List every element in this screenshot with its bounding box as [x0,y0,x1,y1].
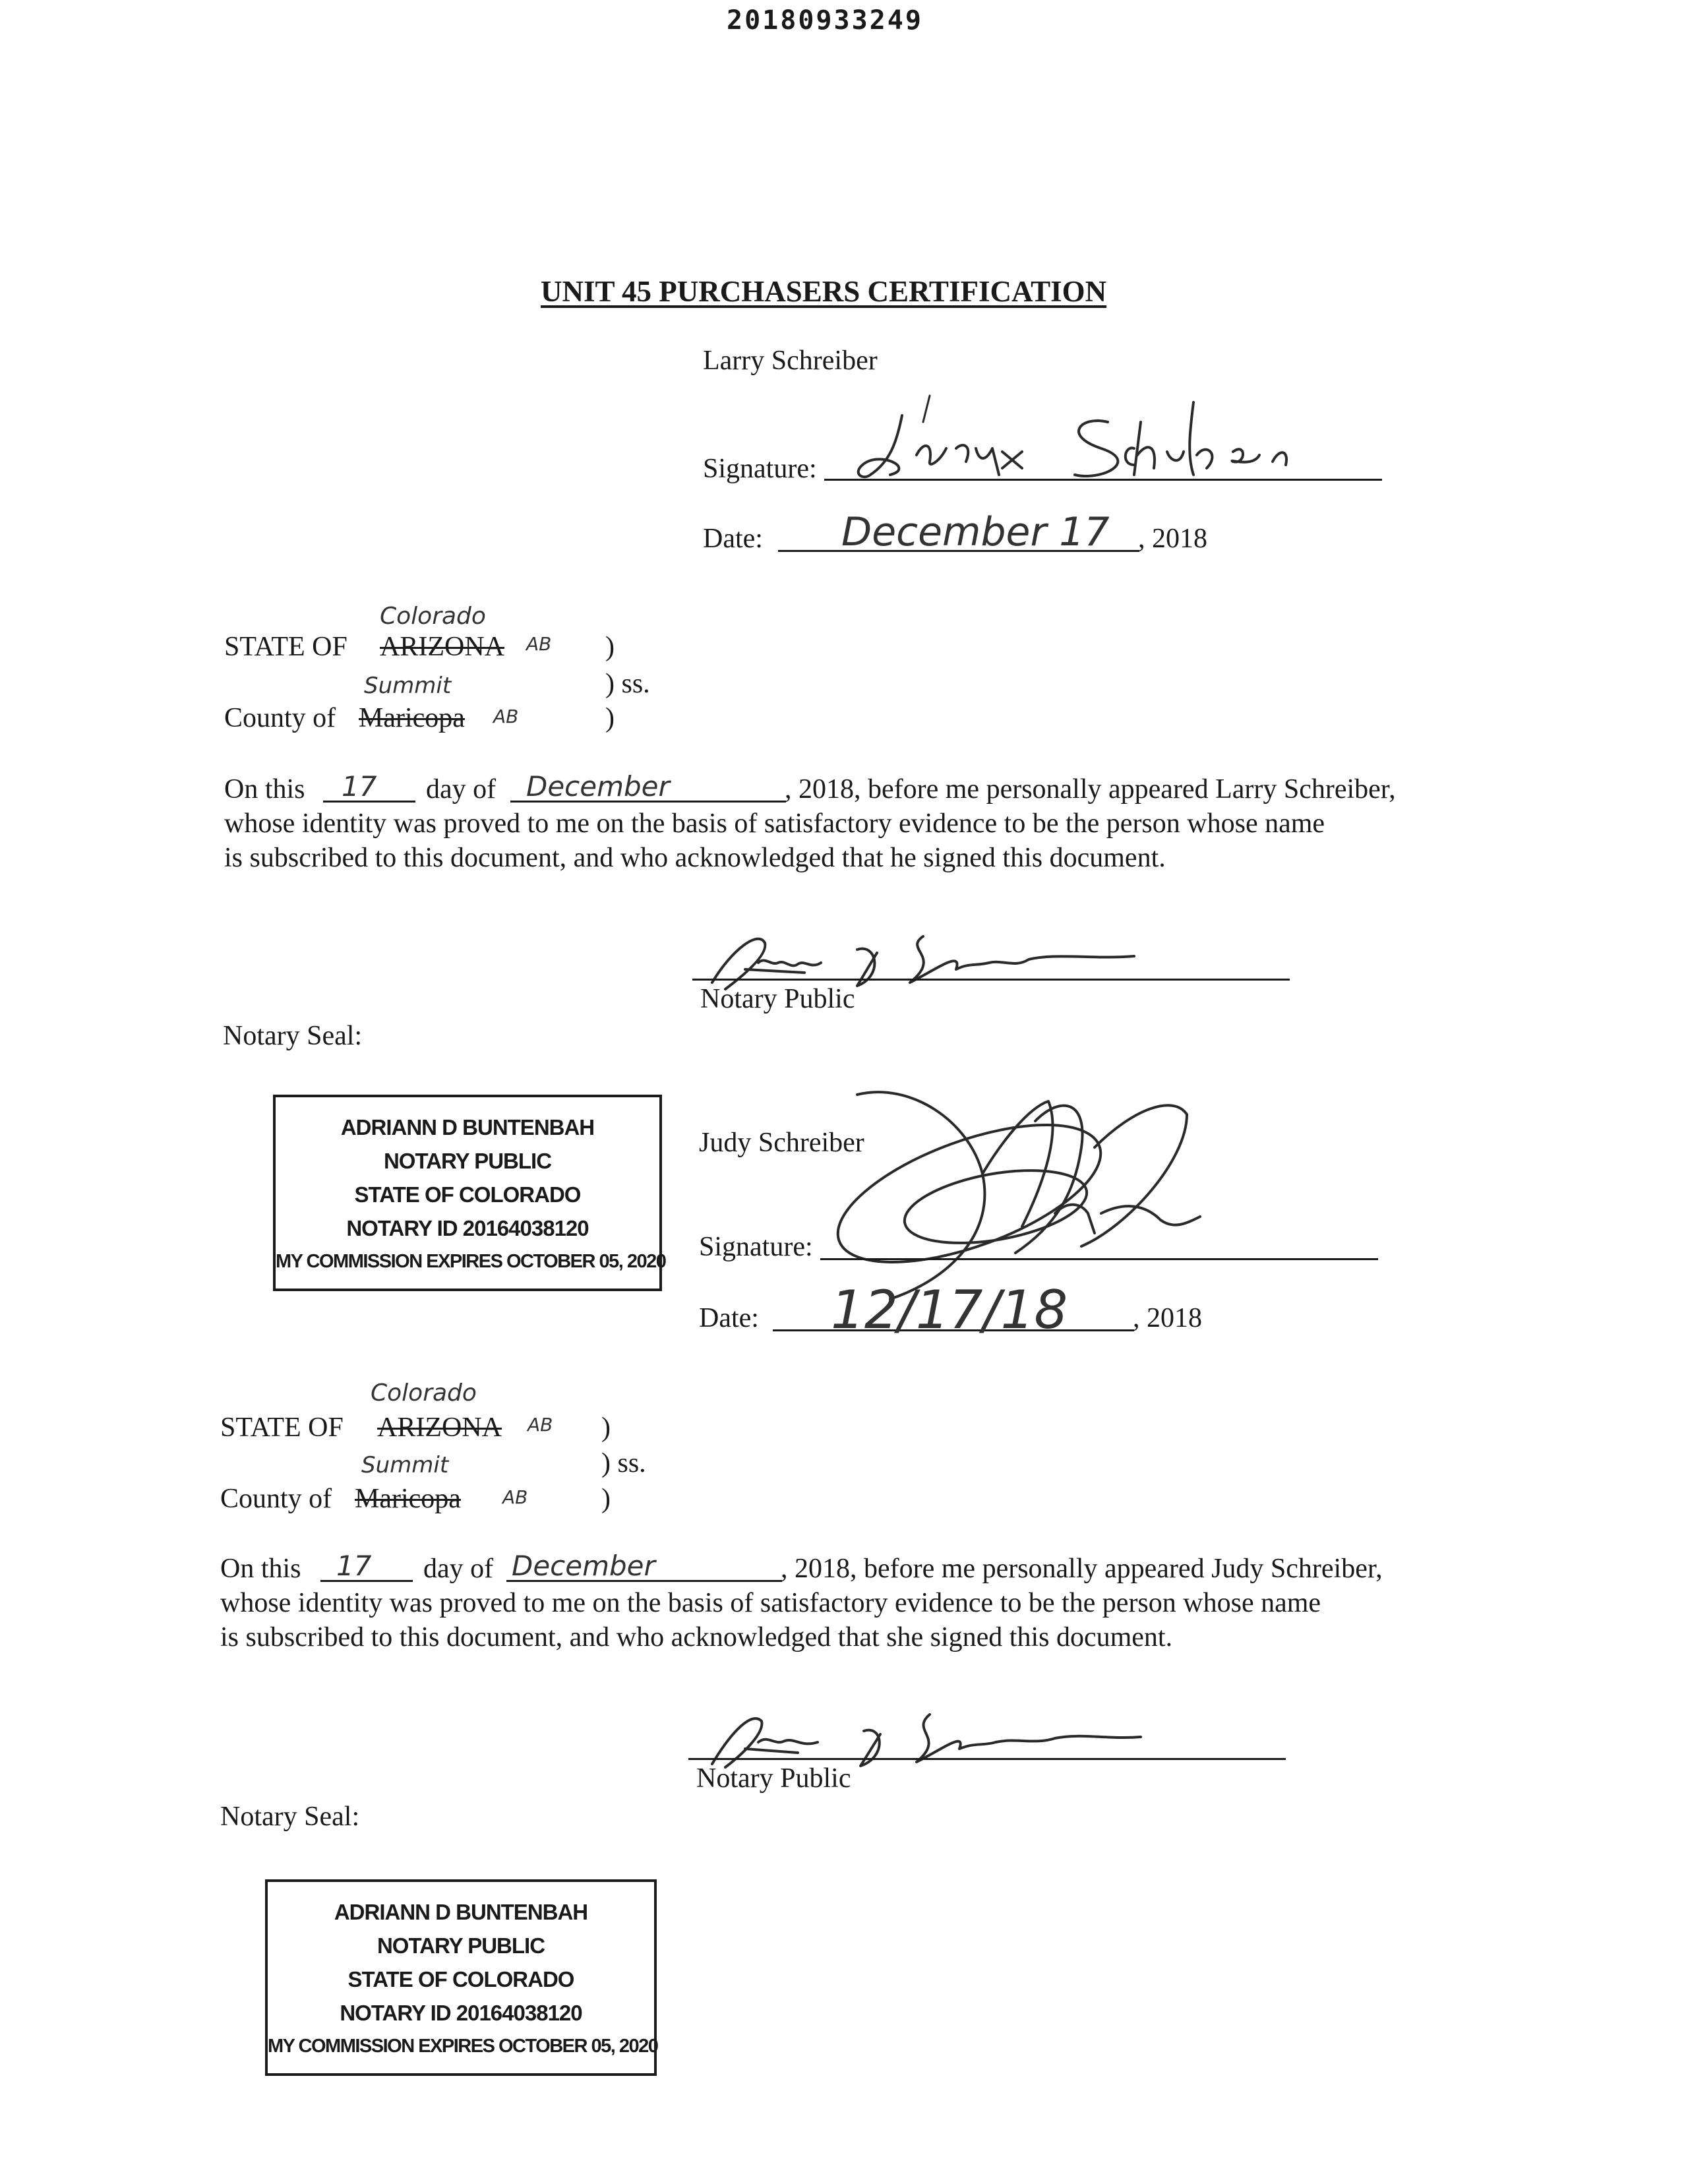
ack-line3-2: is subscribed to this document, and who acknowledged that she signed this document. [220,1622,1173,1653]
notary-public-label-1: Notary Public [700,984,855,1014]
county-original-1: Maricopa [359,703,465,733]
ack-month-handwritten-2: December [512,1550,655,1582]
state-handwritten-2: Colorado [371,1380,477,1407]
ack-day-of-1: day of [426,774,497,804]
purchaser-name-1: Larry Schreiber [703,346,878,376]
date-handwritten-1: December 17 [841,509,1110,555]
document-title: UNIT 45 PURCHASERS CERTIFICATION [541,275,1107,308]
notary-line-1 [692,979,1290,981]
ack-day-handwritten-1: 17 [342,770,377,803]
notary-seal-label-2: Notary Seal: [220,1802,360,1832]
date-label-2: Date: [699,1303,759,1333]
notary-public-label-2: Notary Public [696,1763,851,1794]
notary-seal-label-1: Notary Seal: [223,1021,363,1051]
ack-day-of-2: day of [423,1554,494,1584]
seal-name-1: ADRIANN D BUNTENBAH [340,1115,595,1139]
county-label-1: County of [224,703,336,733]
state-label-1: STATE OF [224,632,347,662]
seal-state-2: STATE OF COLORADO [347,1967,574,1991]
purchaser-name-2: Judy Schreiber [699,1128,864,1158]
signature-label-1: Signature: [703,454,817,484]
ack-on-this-1: On this [224,774,305,804]
seal-id-1: NOTARY ID 20164038120 [346,1216,589,1240]
ack-line1-rest-1: , 2018, before me personally appeared Larry Schreiber, [785,774,1396,804]
state-paren-1: ) [605,632,615,662]
county-paren-2: ) [601,1484,611,1514]
seal-id-2: NOTARY ID 20164038120 [340,2001,582,2025]
date-year-2: , 2018 [1133,1303,1202,1333]
county-paren-1: ) [605,703,615,733]
ack-month-handwritten-1: December [526,770,670,803]
notary-line-2 [688,1758,1286,1760]
state-initials-1: AB [526,633,552,655]
notary-seal-2 [265,1879,657,2076]
ack-day-handwritten-2: 17 [336,1550,372,1582]
notary-seal-1 [273,1095,666,1291]
county-initials-1: AB [493,706,519,727]
state-original-2: ARIZONA [377,1412,502,1443]
state-initials-2: AB [528,1414,553,1436]
signature-larry-schreiber [824,376,1352,488]
signature-judy-schreiber [818,1081,1279,1306]
seal-title-1: NOTARY PUBLIC [383,1149,552,1173]
ack-on-this-2: On this [220,1554,301,1584]
state-original-1: ARIZONA [380,632,504,662]
county-handwritten-2: Summit [361,1452,449,1478]
county-initials-2: AB [502,1486,528,1508]
signature-label-2: Signature: [699,1232,813,1262]
seal-title-2: NOTARY PUBLIC [377,1933,545,1958]
ss-label-1: ) ss. [605,669,650,699]
seal-expiry-1: MY COMMISSION EXPIRES OCTOBER 05, 2020 [276,1251,666,1272]
county-original-2: Maricopa [355,1484,461,1514]
seal-state-1: STATE OF COLORADO [354,1182,581,1207]
ack-line1-rest-2: , 2018, before me personally appeared Judy Schreiber, [781,1554,1383,1584]
ack-line2-1: whose identity was proved to me on the basis of satisfactory evidence to be the person whose name [224,808,1325,839]
ack-line2-2: whose identity was proved to me on the basis of satisfactory evidence to be the person whose name [220,1588,1321,1618]
recording-number: 20180933249 [727,5,923,36]
date-label-1: Date: [703,524,763,554]
state-label-2: STATE OF [220,1412,344,1443]
state-handwritten-1: Colorado [380,603,486,630]
seal-name-2: ADRIANN D BUNTENBAH [334,1900,588,1924]
signature-line-2 [820,1258,1378,1260]
date-year-1: , 2018 [1138,524,1207,554]
ss-label-2: ) ss. [601,1448,646,1478]
county-label-2: County of [220,1484,332,1514]
date-handwritten-2: 12/17/18 [831,1279,1068,1341]
ack-line3-1: is subscribed to this document, and who acknowledged that he signed this document. [224,843,1166,873]
county-handwritten-1: Summit [364,673,452,699]
state-paren-2: ) [601,1412,611,1443]
seal-expiry-2: MY COMMISSION EXPIRES OCTOBER 05, 2020 [268,2036,658,2057]
